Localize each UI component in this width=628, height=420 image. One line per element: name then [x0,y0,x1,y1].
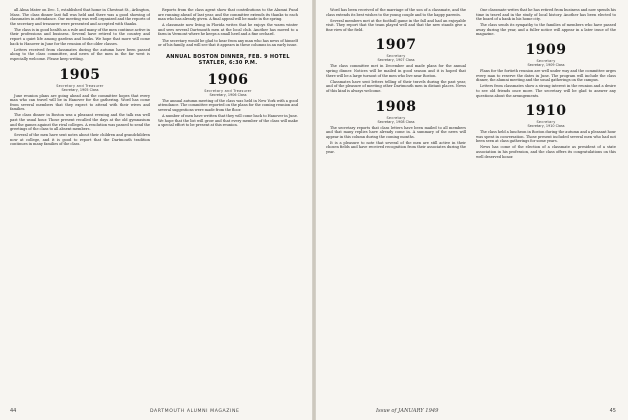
page-number: 45 [609,408,616,414]
paragraph: Plans for the fortieth reunion are well under way and the committee urges every man to reserve the dates in June. The program will include the class dinner, the alumni meeting and the usual gatherings on the campus. [476,69,616,83]
class-year-heading: 1910 [525,103,567,120]
section-label: Secretary [386,54,406,59]
paragraph: Letters received from classmates during the autumn have been passed along to the class committee, and news of the men in the far west is especially welcome. Please keep writing. [10,47,150,61]
class-year-heading: 1906 [207,71,249,88]
class-year-heading: 1905 [59,66,101,83]
column-text [10,94,150,148]
section-label: Secretary and Treasurer [56,83,104,88]
secretary-name: Secretary, 1907 Class [377,58,415,63]
column-text [158,8,298,48]
secretary-name: Secretary, 1908 Class [377,119,415,124]
paragraph: The secretary would be glad to hear from any man who has news of himself or of his family, and will see that it appears in these columns in an early issue. [158,38,298,48]
secretary-name: Secretary, 1906 Class [209,92,247,97]
right-page [316,0,628,420]
paragraph: The class committee met in December and made plans for the annual spring dinner. Notices will be mailed in good season and it is hoped that there will be a large turnout of the men who live near Boston. [326,64,466,78]
column-text [476,8,616,37]
column-text [476,69,616,98]
paragraph: all Alma Mater on Dec. 1, established that home in Chestnut St., Arlington, Mass. The class dinner last fall was held and there was a good showing of classmates in attendance. Our meeting was well organized and the reports of the secretary and treasurer were presented and accepted with thanks. [10,8,150,26]
boston-dinner-notice: ANNUAL BOSTON DINNER, FEB. 9 HOTEL STATLER, 6:30 P.M. [166,53,290,67]
paragraph: A classmate now living in Florida writes that he enjoys the warm winter and sees several Dartmouth men at the local club. Another has moved to a farm in Vermont where he keeps a small herd and a fine orchard. [158,23,298,37]
issue-label: Issue of JANUARY 1949 [376,408,439,414]
paragraph: The class held a luncheon in Boston during the autumn and a pleasant hour was spent in conversation. Those present included several men who had not been seen at class gatherings for some years. [476,130,616,144]
paragraph: Several members met at the football game in the fall and had an enjoyable visit. They report that the team played well and that the new stands give a fine view of the field. [326,18,466,32]
column-text [326,64,466,93]
class-year-heading: 1909 [525,42,567,59]
paragraph: Word has been received of the marriage of the son of a classmate, and the class extends its best wishes to the young couple and to the happy parents. [326,8,466,17]
right-page-column-1 [326,8,466,396]
paragraph: Several of the men have sent notes about their children and grandchildren now at college, and it is good to report that the Dartmouth tradition continues in many families of the class. [10,133,150,147]
paragraph: News has come of the election of a classmate as president of a state association in his profession, and the class offers its congratulations on this well deserved honor. [476,145,616,159]
page-number: 44 [10,408,17,414]
paragraph: The annual autumn meeting of the class was held in New York with a good attendance. The committee reported on the plans for the coming reunion and several suggestions were made from the floor. [158,98,298,112]
paragraph: The class dinner in Boston was a pleasant evening and the talk ran well past the usual hour. Those present recalled the days at the old gymnasium and the games against the rival colleges. A resolution was passed to send the greetings of the class to all absent members. [10,113,150,132]
secretary-name: Secretary, 1910 Class [527,124,565,129]
section-label: Secretary [386,115,406,120]
paragraph: June reunion plans are going ahead and the committee hopes that every man who can travel will be in Hanover for the gathering. Word has come from several members that they expect to attend with their wives and families. [10,93,150,112]
class-year-heading: 1908 [375,98,417,115]
section-label: Secretary [536,120,556,125]
section-label: Secretary [536,59,556,64]
column-text [158,99,298,128]
left-page [0,0,312,420]
paragraph: A number of men have written that they will come back to Hanover in June. We hope that the list will grow and that every member of the class will make a special effort to be present at this reunion. [158,114,298,128]
column-text [10,8,150,62]
magazine-name: DARTMOUTH ALUMNI MAGAZINE [150,409,240,414]
left-page-column-2 [158,8,298,396]
paragraph: It is a pleasure to note that several of the men are still active in their chosen fields and have received recognition from their associates during the year. [326,140,466,154]
paragraph: The secretary reports that class letters have been mailed to all members and that many replies have already come in. A summary of the news will appear in this column during the coming months. [326,125,466,139]
secretary-name: Secretary, 1909 Class [527,63,565,68]
paragraph: Letters from classmates show a strong interest in the reunion and a desire to see old friends once more. The secretary will be glad to answer any questions about the arrangements. [476,84,616,98]
column-text [326,126,466,155]
paragraph: Reports from the class agent show that contributions to the Alumni Fund are running ahead of last year, and the committee extends its thanks to each man who has already given. A final appeal will be made in the spring. [158,8,298,22]
column-text [476,130,616,159]
right-page-column-2 [476,8,616,396]
paragraph: The class is in good health as a rule and many of the men continue active in their professions and business. Several have retired to the country and report a quiet life among gardens and books. We hope that more will come back to Hanover in June for the reunion of the older classes. [10,27,150,46]
paragraph: One classmate writes that he has retired from business and now spends his time in travel and in the study of local history. Another has been elected to the board of a bank in his home city. [476,8,616,22]
secretary-name: Secretary, 1905 Class [61,87,99,92]
left-page-column-1 [10,8,150,396]
column-text [326,8,466,32]
paragraph: The class sends its sympathy to the families of members who have passed away during the year, and a fuller notice will appear in a later issue of the magazine. [476,23,616,37]
paragraph: Classmates have sent letters telling of their travels during the past year, and of the pleasure of meeting other Dartmouth men in distant places. News of this kind is always welcome. [326,79,466,93]
class-year-heading: 1907 [375,37,417,54]
section-label: Secretary and Treasurer [204,88,252,93]
